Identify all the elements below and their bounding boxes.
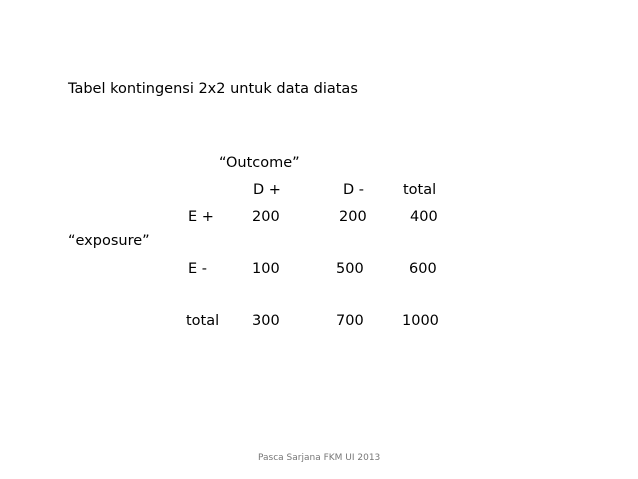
cell-e-plus-d-plus: 200 — [252, 209, 280, 225]
row-label-e-minus: E - — [188, 261, 208, 277]
cell-e-plus-d-minus: 200 — [339, 209, 367, 225]
slide-title: Tabel kontingensi 2x2 untuk data diatas — [68, 81, 358, 97]
cell-grand-total: 1000 — [402, 313, 439, 329]
column-header-d-plus: D + — [253, 182, 281, 198]
cell-e-plus-total: 400 — [410, 209, 438, 225]
column-header-d-minus: D - — [343, 182, 365, 198]
slide-footer: Pasca Sarjana FKM UI 2013 — [258, 453, 381, 463]
row-label-e-plus: E + — [188, 209, 214, 225]
outcome-label: “Outcome” — [219, 155, 300, 171]
cell-total-d-minus: 700 — [336, 313, 364, 329]
column-header-total: total — [403, 182, 437, 198]
cell-e-minus-d-minus: 500 — [336, 261, 364, 277]
row-label-total: total — [186, 313, 220, 329]
cell-e-minus-total: 600 — [409, 261, 437, 277]
cell-total-d-plus: 300 — [252, 313, 280, 329]
cell-e-minus-d-plus: 100 — [252, 261, 280, 277]
exposure-label: “exposure” — [68, 233, 150, 249]
